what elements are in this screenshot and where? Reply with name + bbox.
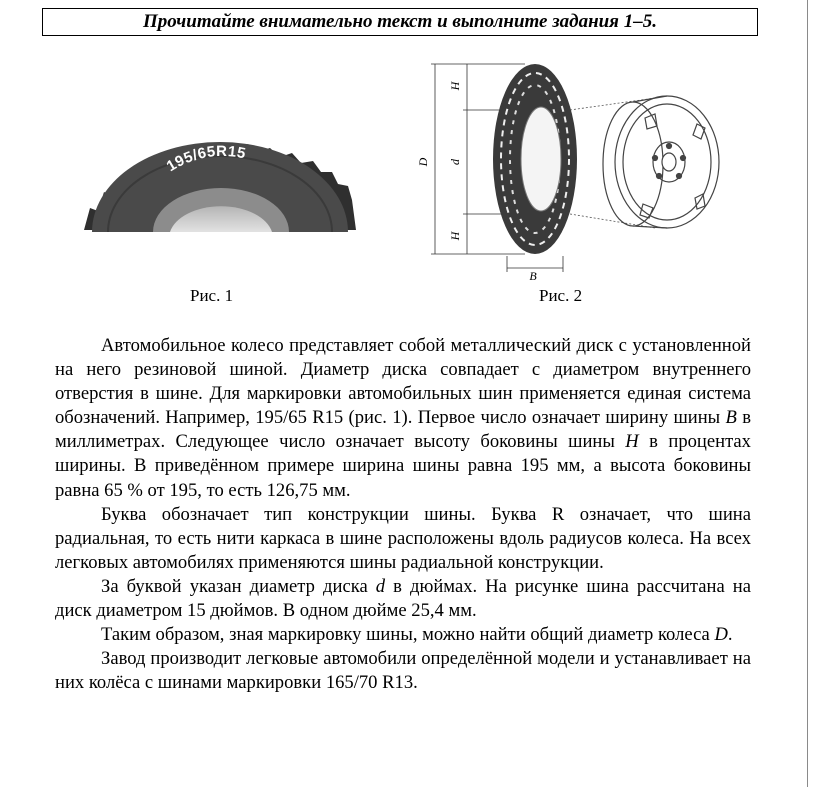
paragraph-2: Буква обозначает тип конструкции шины. Буква R означает, что шина радиальная, то есть нити каркаса в шине расположены вдоль радиусов колеса. На всех легковых автомобилях применяются шины радиальной конструкции. [55, 503, 751, 573]
paragraph-1: Автомобильное колесо представляет собой металлический диск с установленной на него резиновой шиной. Диаметр диска совпадает с диаметром внутреннего отверстия в шине. Для маркировки автомобильных шин применяется единая система обозначений. Например, 195/65 R15 (рис. 1). Первое число означает ширину шины B в миллиметрах. Следующее число означает высоту боковины шины H в процентах ширины. В приведённом примере ширина шины равна 195 мм, а высота боковины равна 65 % от 195, то есть 126,75 мм. [55, 335, 751, 501]
paragraph-3: За буквой указан диаметр диска d в дюймах. На рисунке шина рассчитана на диск диаметром 15 дюймов. В одном дюйме 25,4 мм. [55, 575, 751, 622]
figure-2-tire-dimensions [405, 58, 735, 283]
tire-side-view [493, 64, 577, 254]
figure-1-tire-marking [78, 108, 360, 232]
wheel-rim-drawing [603, 96, 719, 228]
figure-1-caption: Рис. 1 [190, 286, 234, 305]
label-B: B [529, 269, 537, 283]
label-H-top: H [448, 81, 462, 91]
paragraph-4: Таким образом, зная маркировку шины, можно найти общий диаметр колеса D. [101, 624, 733, 646]
paragraph-5: Завод производит легковые автомобили определённой модели и устанавливает на них колёса с шинами маркировки 165/70 R13. [55, 648, 751, 694]
instruction-text: Прочитайте внимательно текст и выполните задания 1–5. [143, 11, 657, 32]
tire-marking-text: 195/65R15 [163, 142, 248, 176]
label-d: d [448, 159, 462, 165]
label-H-bottom: H [448, 231, 462, 241]
main-text [55, 334, 751, 695]
instruction-box [42, 8, 758, 36]
page-edge-line [807, 0, 808, 787]
label-D: D [416, 157, 430, 167]
figure-2-caption: Рис. 2 [539, 286, 583, 305]
